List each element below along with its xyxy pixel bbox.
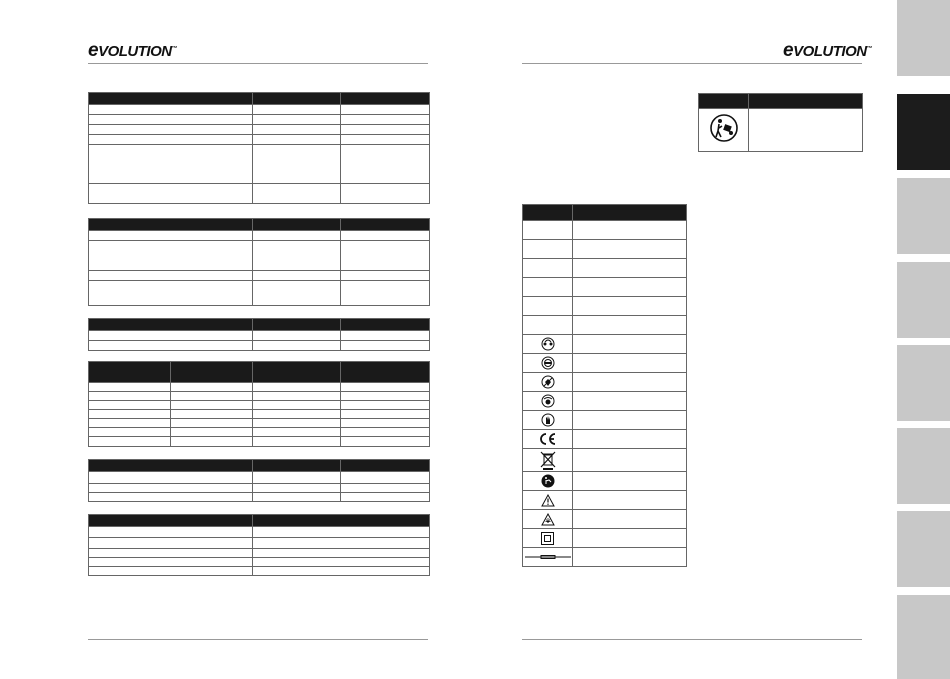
table-row xyxy=(89,558,430,567)
section-tabs xyxy=(897,0,950,679)
table-header xyxy=(89,460,430,472)
ce-mark-icon xyxy=(539,432,557,446)
table-header xyxy=(523,205,687,221)
laser-warning-icon xyxy=(541,513,555,526)
table-row xyxy=(89,527,430,538)
section-tab-4[interactable] xyxy=(897,262,950,338)
brand-logo-left xyxy=(88,40,177,62)
table-row xyxy=(89,567,430,576)
spec-table-4 xyxy=(88,361,430,447)
section-tab-6[interactable] xyxy=(897,428,950,504)
table-row xyxy=(523,430,687,449)
weee-bin-icon xyxy=(540,450,556,470)
table-row xyxy=(89,484,430,493)
read-manual-icon xyxy=(709,113,739,143)
read-manual-icon xyxy=(541,474,555,488)
spec-table-3 xyxy=(88,318,430,351)
table-header xyxy=(89,362,430,383)
warning-triangle-icon xyxy=(541,494,555,507)
table-header xyxy=(89,319,430,331)
table-row xyxy=(89,419,430,428)
face-protection-icon xyxy=(541,394,555,408)
dust-mask-icon xyxy=(541,375,555,389)
table-row xyxy=(89,125,430,135)
table-row xyxy=(89,383,430,392)
table-row xyxy=(523,392,687,411)
table-header xyxy=(699,94,863,109)
section-tab-5[interactable] xyxy=(897,345,950,421)
section-tab-7[interactable] xyxy=(897,511,950,587)
header-rule-right xyxy=(522,63,862,64)
warning-table xyxy=(698,93,863,152)
section-tab-8[interactable] xyxy=(897,595,950,679)
symbol-table xyxy=(522,204,687,567)
table-row xyxy=(523,297,687,316)
table-row xyxy=(89,428,430,437)
dimension-line-icon xyxy=(525,554,571,560)
spec-table-2 xyxy=(88,218,430,306)
table-header xyxy=(89,219,430,231)
logo-e: e xyxy=(88,40,99,61)
table-row xyxy=(89,392,430,401)
table-row xyxy=(89,241,430,271)
section-tab-2[interactable] xyxy=(897,94,950,170)
table-row xyxy=(89,145,430,184)
logo-tm: ™ xyxy=(866,46,873,52)
table-row xyxy=(89,538,430,549)
section-tab-3[interactable] xyxy=(897,178,950,254)
double-insulation-icon xyxy=(541,532,554,545)
table-row xyxy=(89,410,430,419)
logo-text: VOLUTION xyxy=(98,43,172,60)
spec-table-6 xyxy=(88,514,430,576)
ear-protection-icon xyxy=(541,337,555,351)
gloves-icon xyxy=(541,413,555,427)
section-tab-1[interactable] xyxy=(897,0,950,76)
table-row xyxy=(89,105,430,115)
header-rule-left xyxy=(88,63,428,64)
table-row xyxy=(89,549,430,558)
table-header xyxy=(89,93,430,105)
spec-table-5 xyxy=(88,459,430,502)
table-row xyxy=(699,109,863,152)
logo-text: VOLUTION xyxy=(793,43,867,60)
table-row xyxy=(89,281,430,306)
table-row xyxy=(523,411,687,430)
table-row xyxy=(89,493,430,502)
warning-description xyxy=(749,109,863,152)
table-row xyxy=(89,135,430,145)
table-row xyxy=(523,335,687,354)
eye-protection-icon xyxy=(541,356,555,370)
table-row xyxy=(523,278,687,297)
table-row xyxy=(523,449,687,472)
table-row xyxy=(89,271,430,281)
table-row xyxy=(89,437,430,447)
table-row xyxy=(523,240,687,259)
table-row xyxy=(523,548,687,567)
table-row xyxy=(523,316,687,335)
table-row xyxy=(89,331,430,341)
table-row xyxy=(523,354,687,373)
table-row xyxy=(523,373,687,392)
logo-e: e xyxy=(783,40,794,61)
brand-logo-right xyxy=(783,40,872,62)
table-row xyxy=(89,472,430,484)
table-row xyxy=(523,472,687,491)
table-row xyxy=(89,115,430,125)
table-row xyxy=(89,184,430,204)
table-row xyxy=(523,221,687,240)
table-row xyxy=(523,259,687,278)
footer-rule-right xyxy=(522,639,862,640)
table-row xyxy=(523,491,687,510)
table-row xyxy=(523,529,687,548)
table-row xyxy=(89,341,430,351)
footer-rule-left xyxy=(88,639,428,640)
table-header xyxy=(89,515,430,527)
logo-tm: ™ xyxy=(171,46,178,52)
table-row xyxy=(523,510,687,529)
table-row xyxy=(89,401,430,410)
table-row xyxy=(89,231,430,241)
spec-table-1 xyxy=(88,92,430,204)
